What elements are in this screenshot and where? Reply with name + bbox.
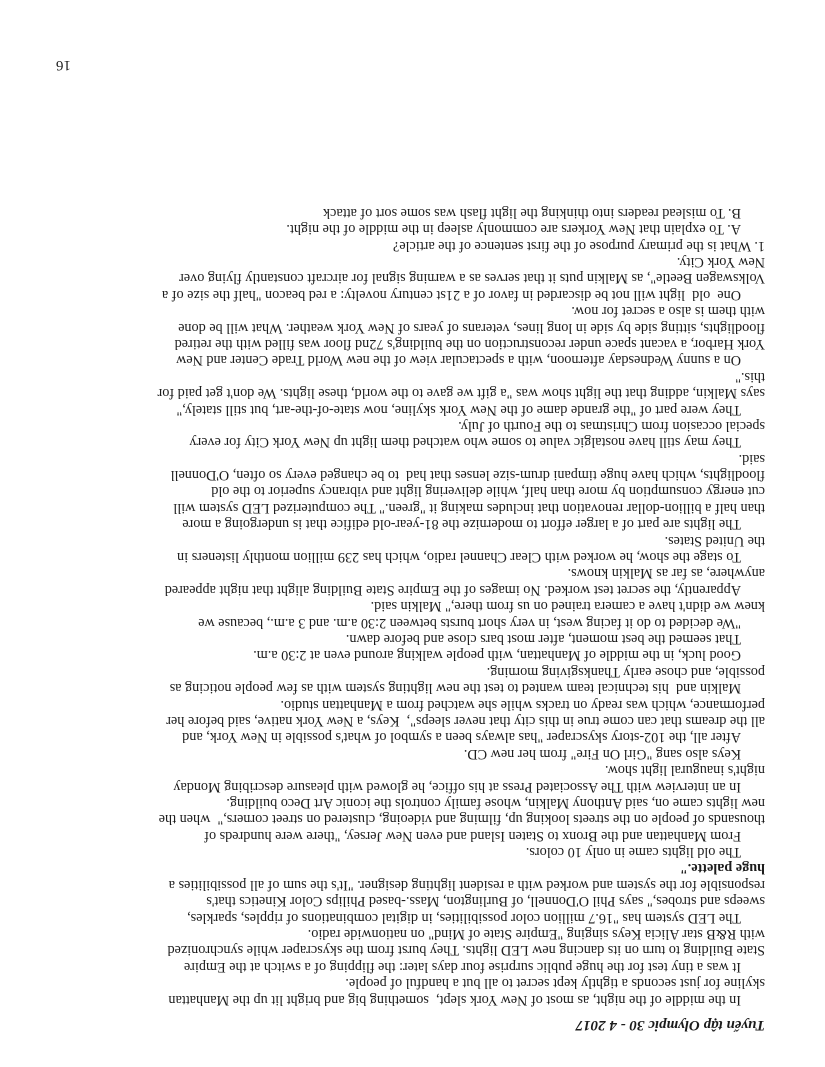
text-lines <box>57 204 765 1007</box>
text-line: the United States. <box>664 532 765 549</box>
text-line: The old lights came in only 10 colors. <box>525 844 741 861</box>
text-line: with R&B star Alicia Keys singing "Empire State of Mind" on nationwide radio. <box>307 926 765 943</box>
text-line: That seemed the best moment, after most bars close and before dawn. <box>345 631 741 647</box>
text-line: Good luck, in the middle of Manhattan, with people walking around even at 2:30 a.m. <box>253 647 741 664</box>
text-line: From Manhattan and the Bronx to Staten Island and even New Jersey, "there were hundreds of <box>204 827 741 844</box>
text-line: Volkswagen Beetle", as Malkin puts it that serves as a warning signal for aircraft constantly flying over <box>179 270 765 287</box>
text-line: thousands of people on the streets looking up, filming and videoing, clustered on street corners," when the <box>158 811 765 828</box>
text-line: Malkin and his technical team wanted to test the new lighting system with as few people noticing as <box>169 680 741 697</box>
text-line: this." <box>735 368 765 385</box>
text-line: "We decided to do it facing west, in very short bursts between 2:30 a.m. and 3 a.m., because we <box>198 614 741 631</box>
text-line: 1. What is the primary purpose of the first sentence of the article? <box>392 237 765 254</box>
text-line: New York City. <box>676 254 765 271</box>
text-line: B. To mislead readers into thinking the light flash was some sort of attack <box>323 204 741 221</box>
text-line: Apparently, the secret test worked. No images of the Empire State Building alight that night appeared <box>164 581 741 598</box>
text-line: skyline for just seconds a tightly kept secret to all but a handful of people. <box>345 975 765 992</box>
text-line: responsible for the system and worked with a resident lighting designer. "It's the sum of all possibilities a <box>168 876 765 893</box>
text-line: huge palette." <box>679 860 765 877</box>
text-line: floodlights, which have huge timpani drum-size lenses that had to be changed every so often, O'Donnell <box>170 467 765 484</box>
text-line: They may still have nostalgic value to some who watched them light up New York City for every <box>189 434 741 451</box>
text-line: York Harbor, a vacant space under reconstruction on the building's 72nd floor was filled with the retired <box>174 335 765 352</box>
text-line: all the dreams that can come true in this city that never sleeps", Keys, a New York native, said before her <box>166 712 765 729</box>
text-line: floodlights, sitting side by side in long lines, veterans of years of New York weather. What will be done <box>178 319 765 336</box>
text-line: with them is also a secret for now. <box>571 303 765 320</box>
text-line: possible, and chose early Thanksgiving morning. <box>486 663 765 680</box>
text-line: new lights came on, said Anthony Malkin, whose family controls the iconic Art Deco building. <box>226 794 765 811</box>
text-line: It was a tiny test for the huge public surprise four days later: the flipping of a switch at the Empire <box>183 958 741 975</box>
text-line: night's inaugural light show. <box>604 762 765 779</box>
text-line: State Building to turn on its dancing new LED lights. They burst from the skyscraper while synchronized <box>167 942 765 959</box>
text-line: anywhere, as far as Malkin knows. <box>567 565 765 582</box>
text-line: special occasion from Christmas to the Fourth of July. <box>458 417 765 434</box>
text-line: One old light will not be discarded in favor of a 21st century novelty: a red beacon "half the size of a <box>161 286 741 303</box>
page-number: 16 <box>56 57 71 73</box>
text-line: knew we didn't have a camera trained on us from there," Malkin said. <box>370 598 765 615</box>
text-line: cut energy consumption by more than half, while delivering light and vibrancy superior to the old <box>211 483 765 500</box>
text-line: On a sunny Wednesday afternoon, with a spectacular view of the new World Trade Center and New <box>176 352 741 369</box>
text-line: They were part of "the grande dame of the New York skyline, now state-of-the-art, but still stately," <box>176 401 741 418</box>
text-line: The lights are part of a larger effort to modernize the 81-year-old edifice that is undergoing a more <box>182 516 741 533</box>
text-line: performance, which was ready on tracks while she watched from a Manhattan studio. <box>280 696 765 713</box>
text-line: The LED system has "16.7 million color possibilities, in digital combinations of ripples, sparkles, <box>187 909 741 926</box>
text-line: In an interview with The Associated Press at his office, he glowed with pleasure describing Monday <box>173 778 741 795</box>
text-line: After all, the 102-story skyscraper "has always been a symbol of what's possible in New York, and <box>182 729 741 746</box>
text-line: To stage the show, he worked with Clear Channel radio, which has 239 million monthly listeners in <box>177 549 741 566</box>
page-header: Tuyển tập Olympic 30 - 4 2017 <box>575 1017 765 1033</box>
text-line: Keys also sang "Girl On Fire" from her new CD. <box>463 745 741 762</box>
text-line: sweeps and strobes," says Phil O'Donnell, of Burlington, Mass.-based Philips Color Kinetics that's <box>206 893 765 910</box>
text-line: A. To explain that New Yorkers are commonly asleep in the middle of the night. <box>286 221 741 238</box>
document-body <box>57 204 765 1033</box>
text-line: In the middle of the night, as most of New York slept, something big and bright lit up the Manhattan <box>168 991 741 1008</box>
text-line: than half a billion-dollar renovation that includes making it "green." The computerized LED system will <box>173 499 765 516</box>
text-line: says Malkin, adding that the light show was "a gift we gave to the world, these lights. We don't get paid for <box>157 385 765 402</box>
text-line: said. <box>738 450 765 467</box>
